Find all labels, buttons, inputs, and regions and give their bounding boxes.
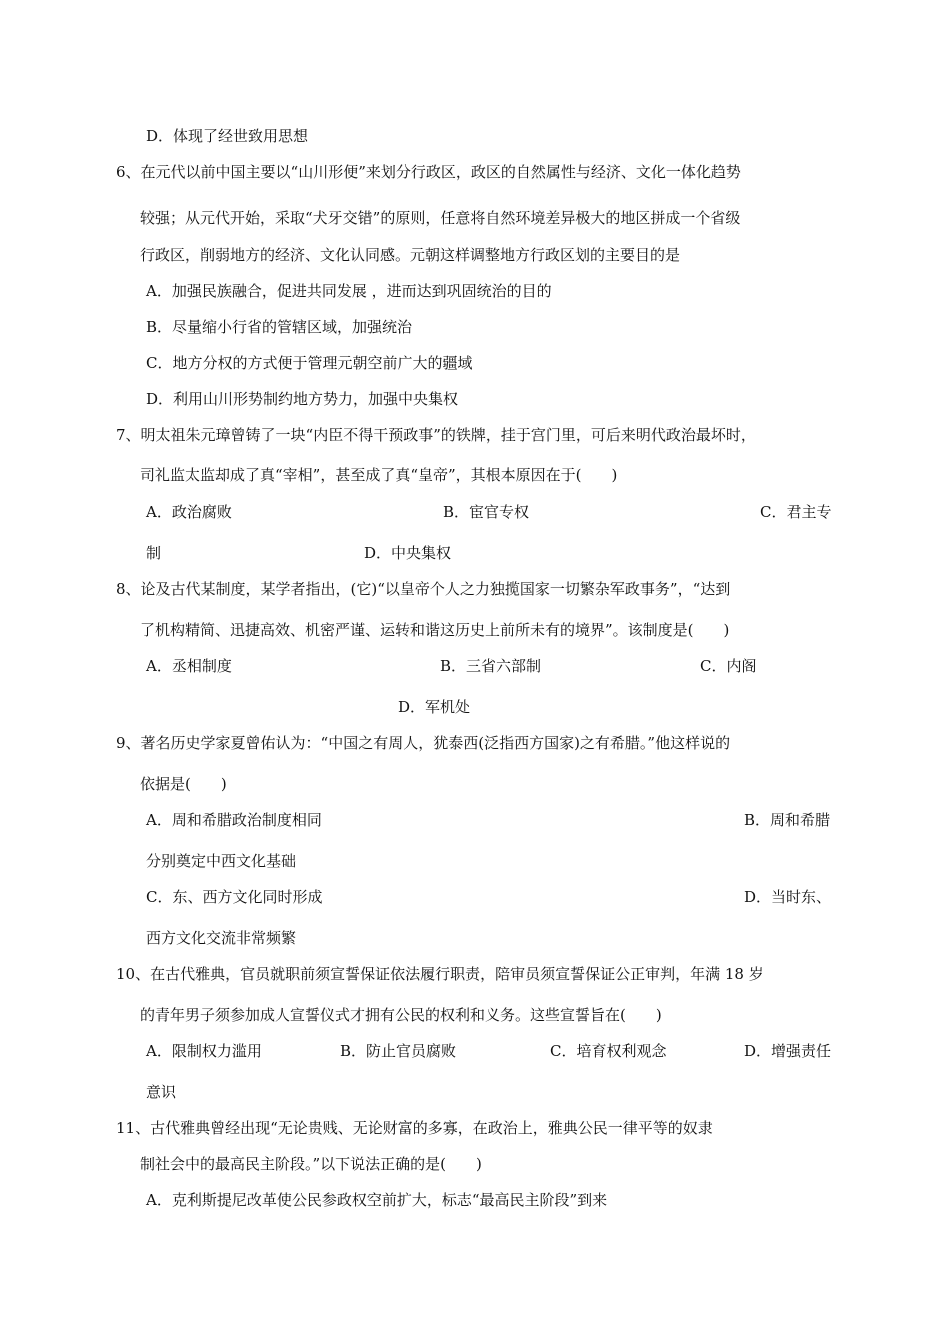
question-6-stem-cont: 较强；从元代开始，采取“犬牙交错”的原则，任意将自然环境差异极大的地区拼成一个省级 [140,209,741,227]
q9-option-c: C．东、西方文化同时形成 [146,888,323,906]
q7-option-c: C．君主专 [760,503,832,521]
question-9-stem-cont: 依据是( ) [140,775,227,793]
question-10-stem-cont: 的青年男子须参加成人宣誓仪式才拥有公民的权利和义务。这些宣誓旨在( ) [140,1006,662,1024]
question-11-stem-cont: 制社会中的最高民主阶段。”以下说法正确的是( ) [140,1155,482,1173]
q9-option-b-cont: 分别奠定中西文化基础 [146,852,297,870]
question-7-stem: 7、明太祖朱元璋曾铸了一块“内臣不得干预政事”的铁牌，挂于宫门里，可后来明代政治最坏时， [116,426,756,444]
question-8-stem: 8、论及古代某制度，某学者指出，(它)“以皇帝个人之力独揽国家一切繁杂军政事务”，“达到 [116,580,731,598]
q7-option-a: A．政治腐败 [146,503,232,521]
question-6-stem: 6、在元代以前中国主要以“山川形便”来划分行政区，政区的自然属性与经济、文化一体化趋势 [116,163,741,181]
q10-option-b: B．防止官员腐败 [340,1042,457,1060]
q9-option-d: D．当时东、 [744,888,832,906]
question-9-stem: 9、著名历史学家夏曾佑认为：“中国之有周人，犹泰西(泛指西方国家)之有希腊。”他这样说的 [116,734,731,752]
q7-option-c-cont: 制 [146,544,162,562]
question-8-stem-cont: 了机构精简、迅捷高效、机密严谨、运转和谐这历史上前所未有的境界”。该制度是( ) [140,621,730,639]
q10-option-c: C．培育权利观念 [550,1042,667,1060]
q9-option-b: B．周和希腊 [744,811,831,829]
question-10-stem: 10、在古代雅典，官员就职前须宣誓保证依法履行职责，陪审员须宣誓保证公正审判，年满 18 岁 [116,965,764,983]
q8-option-a: A．丞相制度 [146,657,232,675]
question-11-stem: 11、古代雅典曾经出现“无论贵贱、无论财富的多寡，在政治上，雅典公民一律平等的奴隶 [116,1119,713,1137]
q10-option-d-cont: 意识 [146,1083,177,1101]
q7-option-d: D．中央集权 [364,544,452,562]
q8-option-d: D．军机处 [398,698,471,716]
q10-option-d: D．增强责任 [744,1042,832,1060]
q5-option-d: D．体现了经世致用思想 [146,127,309,145]
q10-option-a: A．限制权力滥用 [146,1042,262,1060]
question-7-stem-cont: 司礼监太监却成了真“宰相”，甚至成了真“皇帝”，其根本原因在于( ) [140,466,618,484]
q8-option-c: C．内阁 [700,657,757,675]
q6-option-d: D．利用山川形势制约地方势力，加强中央集权 [146,390,459,408]
q6-option-b: B．尽量缩小行省的管辖区域，加强统治 [146,318,413,336]
question-6-stem-cont: 行政区，削弱地方的经济、文化认同感。元朝这样调整地方行政区划的主要目的是 [140,246,681,264]
q6-option-a: A．加强民族融合，促进共同发展 ，进而达到巩固统治的目的 [146,282,552,300]
q7-option-b: B．宦官专权 [443,503,530,521]
q9-option-a: A．周和希腊政治制度相同 [146,811,322,829]
q11-option-a: A．克利斯提尼改革使公民参政权空前扩大，标志“最高民主阶段”到来 [146,1191,608,1209]
q8-option-b: B．三省六部制 [440,657,542,675]
q6-option-c: C．地方分权的方式便于管理元朝空前广大的疆域 [146,354,473,372]
q9-option-d-cont: 西方文化交流非常频繁 [146,929,297,947]
